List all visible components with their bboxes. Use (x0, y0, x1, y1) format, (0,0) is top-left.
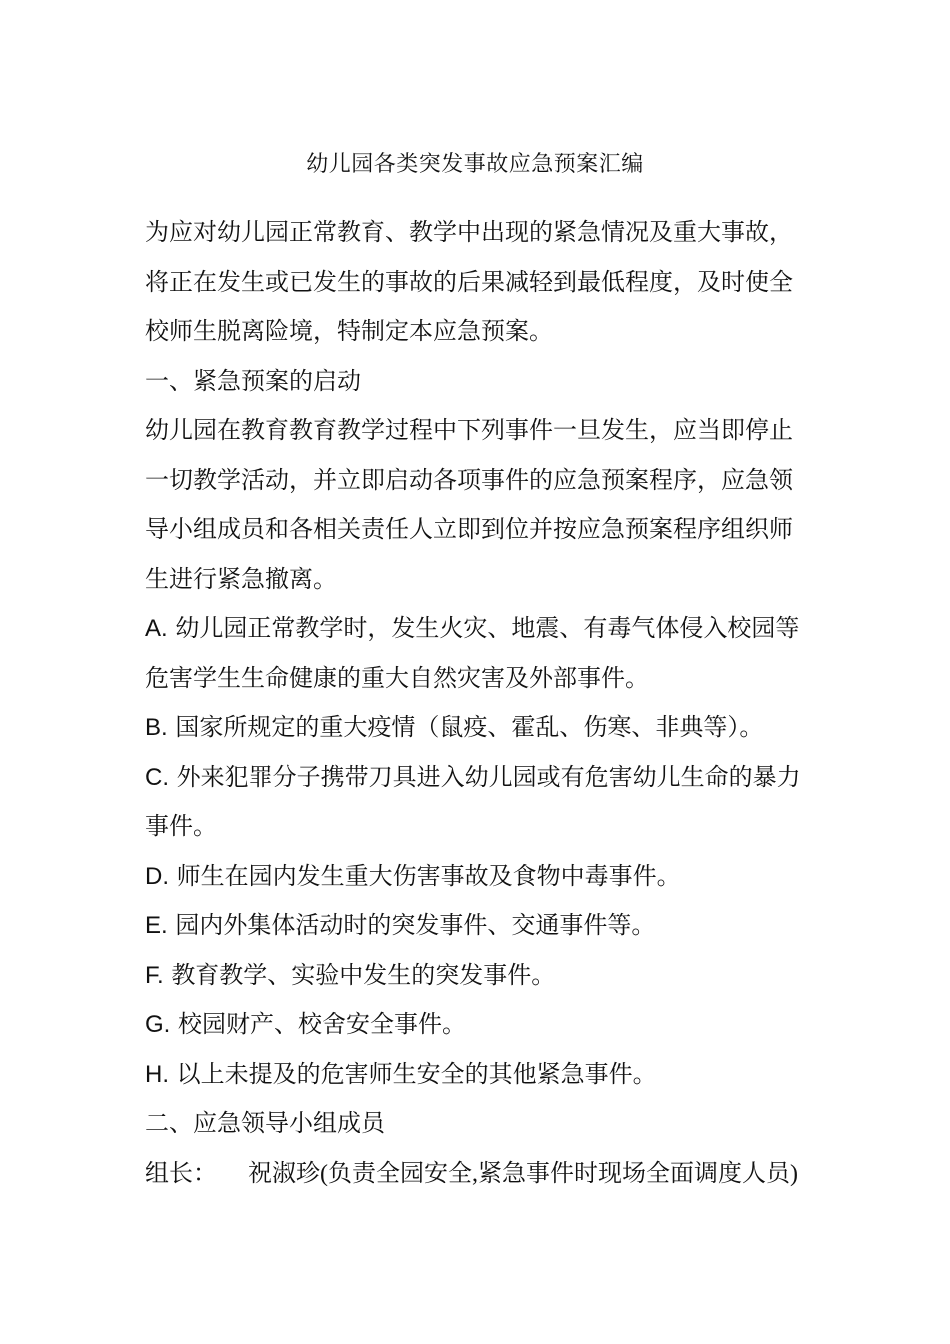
list-item-d (145, 852, 811, 902)
list-item-letter: B. (145, 714, 168, 741)
list-item-f (145, 951, 811, 1001)
list-item-text: 国家所规定的重大疫情（鼠疫、霍乱、伤寒、非典等）。 (175, 713, 764, 741)
list-item-text: 校园财产、校舍安全事件。 (177, 1010, 466, 1038)
leader-row (145, 1149, 811, 1200)
list-item-letter: H. (145, 1060, 169, 1088)
section-heading-1: 一、紧急预案的启动 (145, 366, 361, 395)
list-item-h (145, 1050, 811, 1100)
leader-value: 祝淑珍(负责全园安全,紧急事件时现场全面调度人员) (248, 1160, 798, 1187)
list-item-text: 教育教学、实验中发生的突发事件。 (171, 960, 556, 989)
list-item-g (145, 1000, 811, 1050)
list-item-letter: F. (145, 961, 164, 989)
list-item-text: 师生在园内发生重大伤害事故及食物中毒事件。 (176, 861, 681, 890)
document-body (145, 208, 811, 1199)
section-heading-2: 二、应急领导小组成员 (145, 1109, 385, 1137)
list-item-letter: E. (145, 912, 168, 939)
section-1-paragraph: 幼儿园在教育教育教学过程中下列事件一旦发生，应当即停止一切教学活动，并立即启动各项事件的应急预案程序，应急领导小组成员和各相关责任人立即到位并按应急预案程序组织师生进行紧急撤离。 (145, 416, 793, 593)
list-item-a (145, 604, 811, 703)
list-item-text: 幼儿园正常教学时，发生火灾、地震、有毒气体侵入校园等危害学生生命健康的重大自然灾害及外部事件。 (145, 614, 800, 692)
leader-label: 组长： (145, 1158, 217, 1187)
intro-paragraph: 为应对幼儿园正常教育、教学中出现的紧急情况及重大事故，将正在发生或已发生的事故的后果减轻到最低程度，及时使全校师生脱离险境，特制定本应急预案。 (145, 218, 793, 345)
document-title: 幼儿园各类突发事故应急预案汇编 (306, 152, 644, 177)
list-item-letter: C. (145, 763, 169, 791)
list-item-e (145, 901, 811, 951)
list-item-text: 园内外集体活动时的突发事件、交通事件等。 (175, 911, 656, 939)
list-item-letter: A. (145, 615, 168, 642)
list-item-text: 以上未提及的危害师生安全的其他紧急事件。 (176, 1059, 657, 1088)
list-item-b (145, 703, 811, 753)
list-item-letter: D. (145, 862, 169, 890)
list-item-text: 外来犯罪分子携带刀具进入幼儿园或有危害幼儿生命的暴力事件。 (145, 762, 801, 840)
list-item-letter: G. (145, 1011, 171, 1038)
list-item-c (145, 753, 811, 852)
